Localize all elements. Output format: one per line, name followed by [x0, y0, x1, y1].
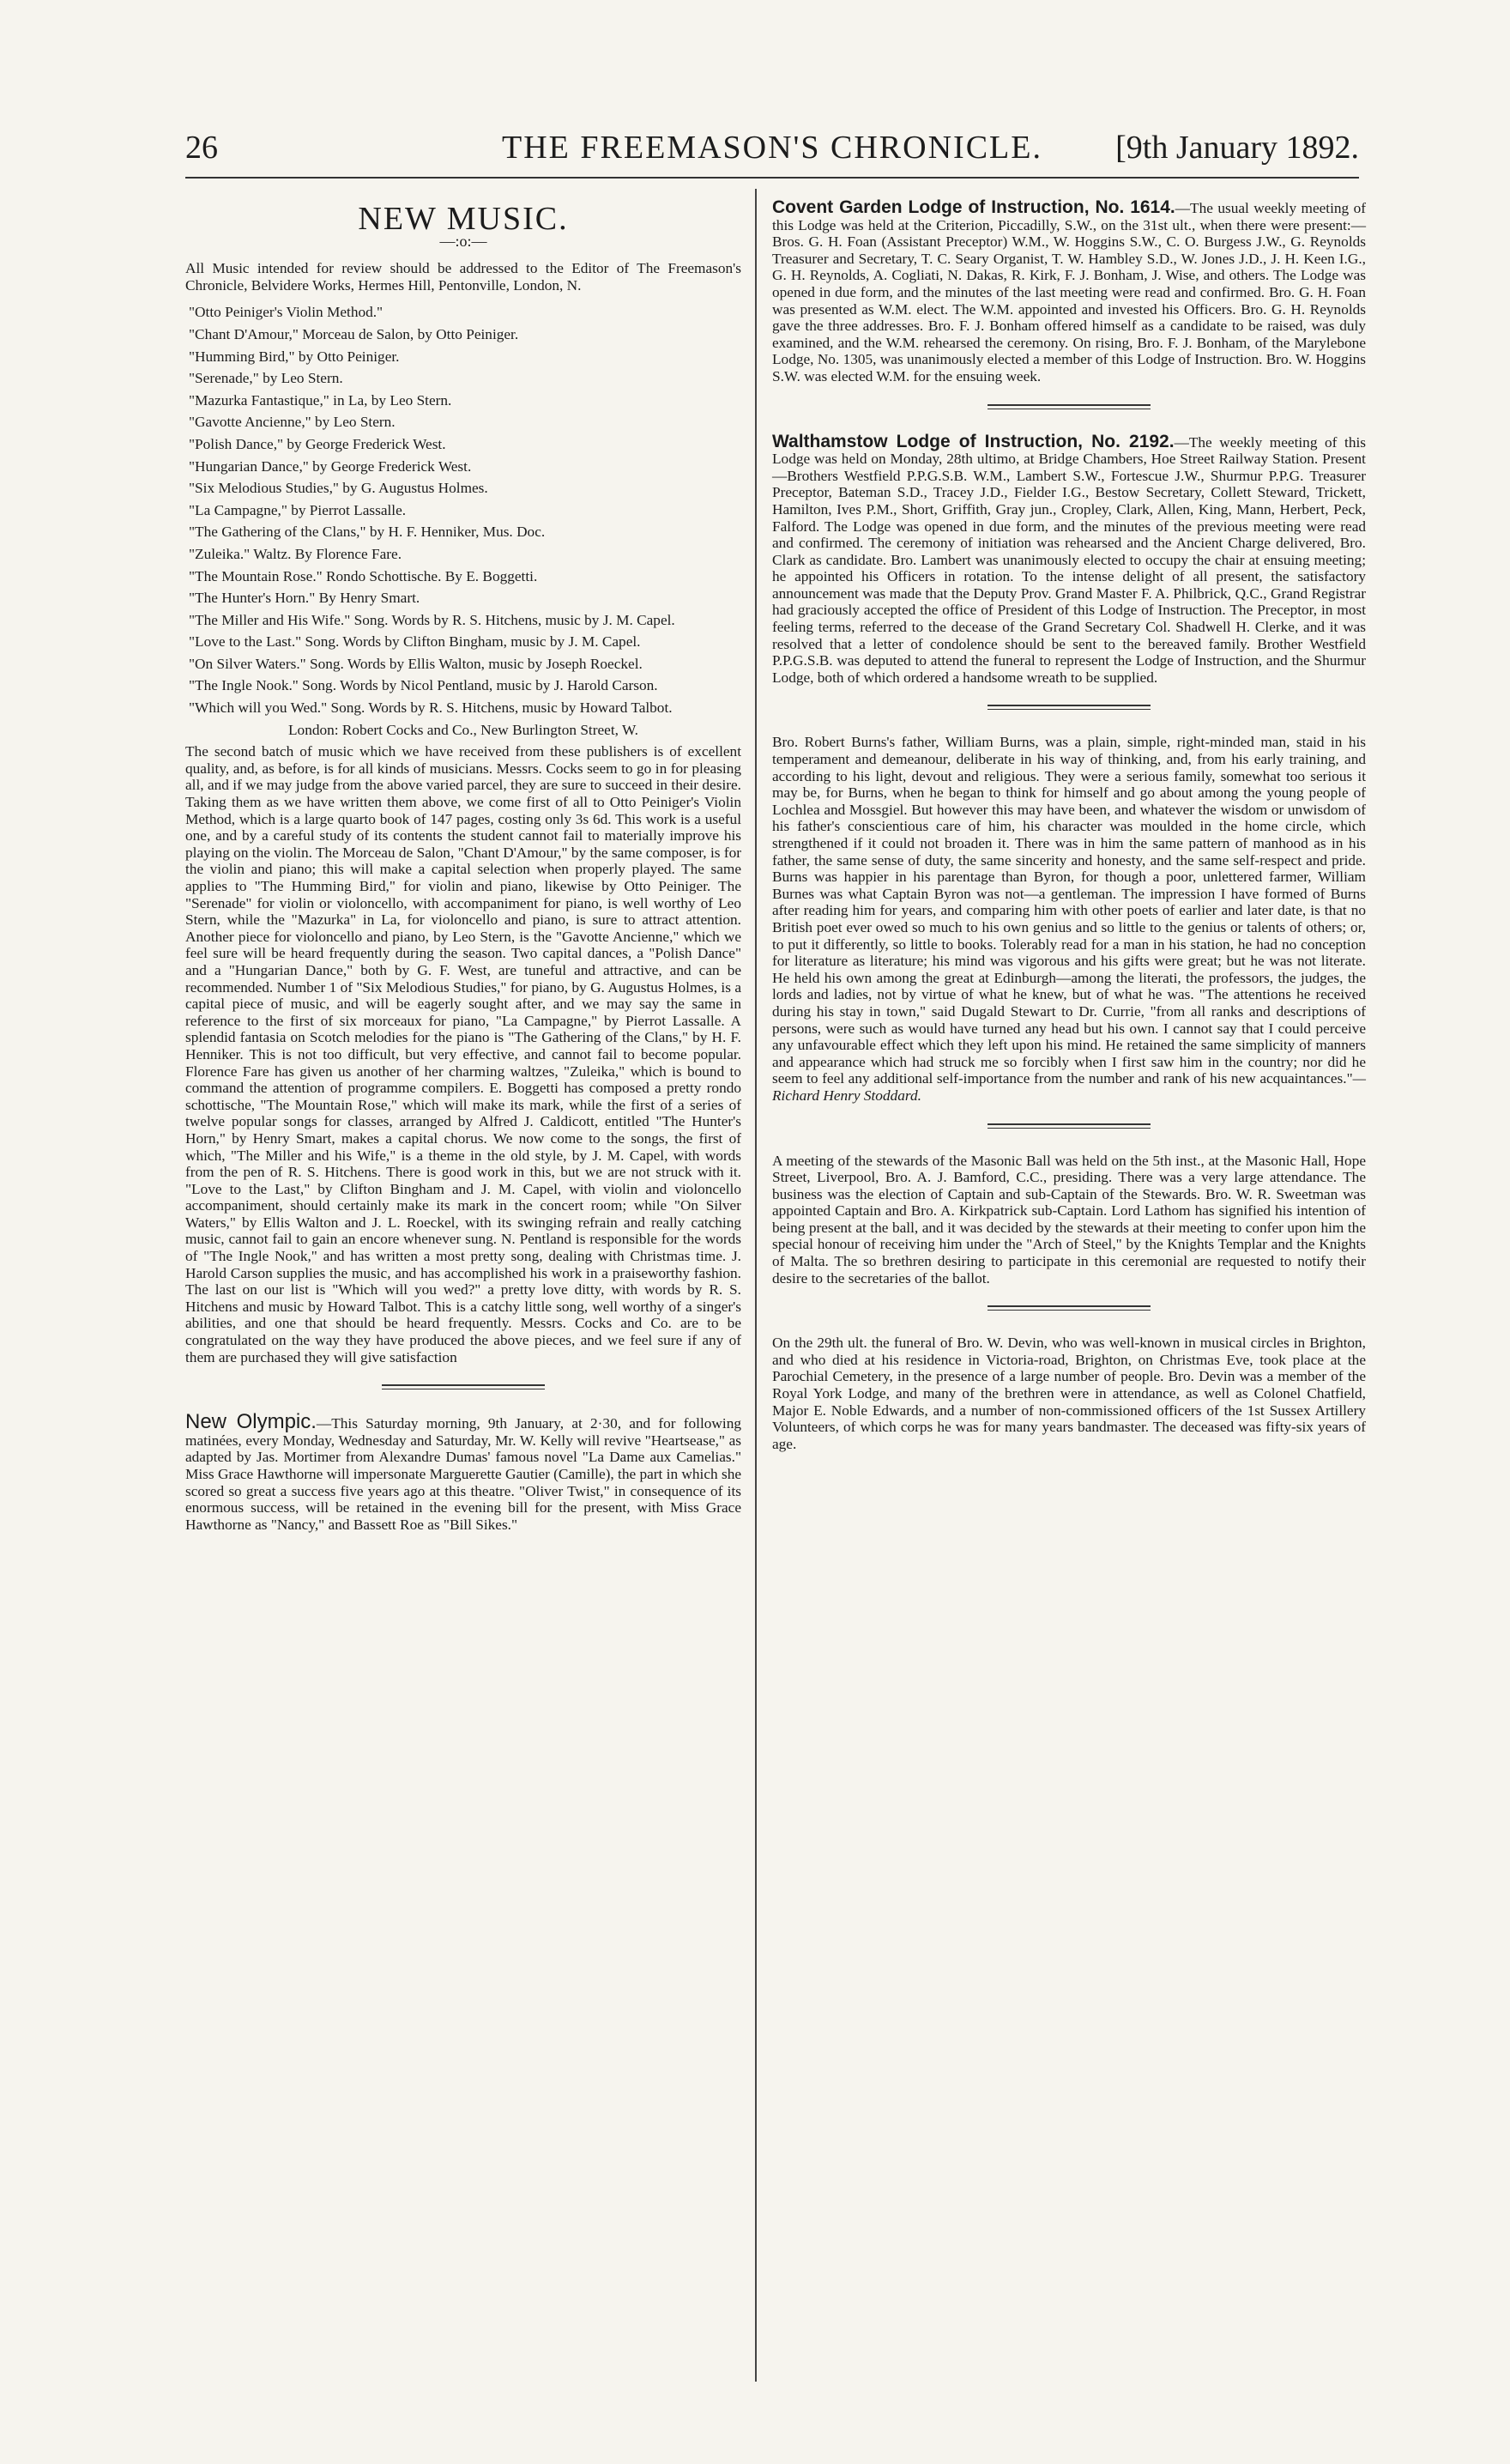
new-music-title: NEW MUSIC. [358, 201, 569, 237]
walthamstow-text: —The weekly meeting of this Lodge was held on Monday, 28th ultimo, at Bridge Chambers, Hoe Street Railway Station. Present—Brothers Westfield P.P.G.S.B. W.M., Lambert S.W., Fortescue J.W., Shurmur P.P.G. Treasurer Preceptor, Bateman S.D., Tracey J.D., Fielder I.G., Bestow Secretary, Collett Steward, Trickett, Hamilton, Ives P.M., Short, Griffith, Gray jun., Cropley, Clark, Allen, King, Mann, Herbert, Peck, Falford. The Lodge was opened in due form, and the minutes of the previous meeting were read and confirmed. The ceremony of initiation was rehearsed and the Ancient Charge delivered, Bro. Clark as candidate. Bro. Lambert was unanimously elected to occupy the chair at ensuing meeting; he appointed his Officers in rotation. To the intense delight of all present, the satisfactory announcement was made that the Deputy Prov. Grand Master F. A. Philbrick, Q.C., Grand Registrar had graciously accepted the office of President of this Lodge of Instruction. The Preceptor, in most feeling terms, referred to the decease of the Grand Secretary Col. Shadwell H. Clerke, and it was resolved that a letter of condolence should be sent to the bereaved family. Brother Westfield P.P.G.S.B. was deputed to attend the funeral to represent the Lodge of Instruction, and the Shurmur Lodge, both of which ordered a handsome wreath to be supplied. [772, 433, 1366, 686]
header-rule [185, 177, 1359, 179]
new-olympic-notice [185, 1410, 742, 1533]
music-list-item: "Six Melodious Studies," by G. Augustus Holmes. [189, 480, 488, 497]
new-olympic-head: New Olympic. [185, 1410, 317, 1434]
separator-rule [988, 705, 1151, 710]
separator-rule [988, 404, 1151, 409]
music-list-item: "Which will you Wed." Song. Words by R. S. Hitchens, music by Howard Talbot. [189, 699, 673, 717]
music-review: The second batch of music which we have received from these publishers is of excellent quality, and, as before, is for all kinds of musicians. Messrs. Cocks seem to go in for pleasing all, and if we may judge from the above varied parcel, they are sure to succeed in their desire. Taking them as we have written them above, we come first of all to Otto Peiniger's Violin Method, which is a large quarto book of 147 pages, costing only 3s 6d. This work is a useful one, and by a careful study of its contents the student cannot fail to materially improve his playing on the violin. The Morceau de Salon, "Chant D'Amour," by the same composer, is for the violin and piano; this will make a capital selection when properly played. The same applies to "The Humming Bird," for violin and piano, likewise by Otto Peiniger. The "Serenade" for violin or violoncello, with accompaniment for piano, is well worthy of Leo Stern, while the "Mazurka" in La, for violoncello and piano, is sure to attract attention. Another piece for violoncello and piano, by Leo Stern, is the "Gavotte Ancienne," which we feel sure will be heard frequently during the season. Two capital dances, a "Polish Dance" and a "Hungarian Dance," both by G. F. West, are tuneful and attractive, and can be recommended. Number 1 of "Six Melodious Studies," for piano, by G. Augustus Holmes, is a capital piece of music, and will be eagerly sought after, and we may say the same in reference to the first of six morceaux for piano, "La Campagne," by Pierrot Lassalle. A splendid fantasia on Scotch melodies for the piano is "The Gathering of the Clans," by H. F. Henniker. This is not too difficult, but very effective, and cannot fail to become popular. Florence Fare has given us another of her charming waltzes, "Zuleika," which is bound to command the attention of programme compilers. E. Boggetti has composed a pretty rondo schottische, "The Mountain Rose," which will make its mark, while the first of a series of twelve popular songs for classes, arranged by Alfred J. Caldicott, entitled "The Hunter's Horn," by Henry Smart, makes a capital chorus. We now come to the songs, the first of which, "The Miller and his Wife," is a theme in the old style, by J. M. Capel, with words from the pen of R. S. Hitchens. There is good work in this, but we are not struck with it. "Love to the Last," by Clifton Bingham and J. M. Capel, with violin and violoncello accompaniment, should certainly make its mark in the concert room; while "On Silver Waters," by Ellis Walton and J. L. Roeckel, with its swinging refrain and really catching music, cannot fail to gain an encore whenever sung. N. Pentland is responsible for the words of "The Ingle Nook," and has written a most pretty song, dealing with Christmas time. J. Harold Carson supplies the music, and has accomplished his work in a praiseworthy fashion. The last on our list is "Which will you wed?" a pretty love ditty, with words by R. S. Hitchens and music by Howard Talbot. This is a catchy little song, well worthy of a singer's abilities, and one that should be heard frequently. Messrs. Cocks and Co. are to be congratulated on the way they have produced the above pieces, and we feel sure if any of them are purchased they will give satisfaction [185, 743, 741, 1365]
music-list-item: "Otto Peiniger's Violin Method." [189, 304, 384, 321]
music-list-item: "On Silver Waters." Song. Words by Ellis Walton, music by Joseph Roeckel. [189, 655, 643, 672]
music-list-item: "Love to the Last." Song. Words by Clifton Bingham, music by J. M. Capel. [189, 633, 641, 651]
music-list-item: "Polish Dance," by George Frederick West. [189, 435, 446, 452]
publisher-line: London: Robert Cocks and Co., New Burlington Street, W. [288, 721, 638, 738]
music-list-item: "Mazurka Fantastique," in La, by Leo Stern. [189, 391, 452, 409]
page-number: 26 [185, 130, 218, 166]
music-list-item: "Gavotte Ancienne," by Leo Stern. [189, 414, 396, 431]
masonic-ball-report: A meeting of the stewards of the Masonic Ball was held on the 5th inst., at the Masonic Hall, Hope Street, Liverpool, Bro. A. J. Bamford, C.C., presiding. There was a very large attendance. The business was the election of Captain and sub-Captain of the Stewards. Bro. W. R. Sweetman was appointed Captain and Bro. A. Kirkpatrick sub-Captain. Lord Lathom has signified his intention of being present at the ball, and it was decided by the stewards at their meeting to confer upon him the special honour of receiving him under the "Arch of Steel," by the Knights Templar and the Knights of Malta. The so brethren desiring to participate in this ceremonial are requested to notify their desire to the secretaries of the ballot. [772, 1152, 1366, 1286]
music-list-item: "Serenade," by Leo Stern. [189, 370, 343, 387]
covent-garden-report [772, 199, 1366, 385]
column-divider [755, 189, 757, 2382]
burns-article [772, 734, 1366, 1104]
new-olympic-text: —This Saturday morning, 9th January, at 2·30, and for following matinées, every Monday, Wednesday and Saturday, Mr. W. Kelly will revive "Heartsease," as adapted by Jas. Mortimer from Alexandre Dumas' famous novel "La Dame aux Camelias." Miss Grace Hawthorne will impersonate Marguerette Gautier (Camille), the part in which she scored so great a success five years ago at this theatre. "Oliver Twist," in consequence of its enormous success, will be retained in the evening bill for the present, with Miss Grace Hawthorne as "Nancy," and Bassett Roe as "Bill Sikes." [185, 1415, 742, 1533]
walthamstow-report [772, 433, 1366, 687]
covent-garden-head: Covent Garden Lodge of Instruction, No. 1614. [772, 197, 1175, 217]
music-list-item: "Chant D'Amour," Morceau de Salon, by Otto Peiniger. [189, 325, 519, 342]
new-music-intro: All Music intended for review should be addressed to the Editor of The Freemason's Chronicle, Belvidere Works, Hermes Hill, Pentonville, London, N. [185, 260, 741, 294]
walthamstow-head: Walthamstow Lodge of Instruction, No. 2192. [772, 431, 1175, 451]
page-header [185, 129, 1359, 177]
music-list-item: "Humming Bird," by Otto Peiniger. [189, 348, 400, 365]
publication-title: THE FREEMASON'S CHRONICLE. [502, 130, 1042, 166]
music-list [185, 304, 741, 716]
burns-signature: —Richard Henry Stoddard. [772, 1070, 1366, 1104]
separator-rule [988, 1305, 1151, 1311]
issue-date: [9th January 1892. [1115, 130, 1359, 166]
covent-garden-text: —The usual weekly meeting of this Lodge was held at the Criterion, Piccadilly, S.W., on the 31st ult., when there were present:—Bros. G. H. Foan (Assistant Preceptor) W.M., W. Hoggins S.W., C. O. Burgess J.W., G. Reynolds Treasurer and Secretary, T. C. Seary Organist, T. W. Hambley S.D., W. Jones J.D., J. H. Keen I.G., G. H. Reynolds, A. Cogliati, N. Dakas, R. Kirk, F. J. Bonham, J. Wise, and others. The Lodge was opened in due form, and the minutes of the last meeting were read and confirmed. Bro. G. H. Foan was presented as W.M. elect. The W.M. appointed and invested his Officers. Bro. G. H. Reynolds gave the three addresses. Bro. F. J. Bonham offered himself as a candidate to be raised, was duly examined, and the W.M. rehearsed the ceremony. On rising, Bro. F. J. Bonham, of the Marylebone Lodge, No. 1305, was unanimously elected a member of this Lodge of Instruction. Bro. W. Hoggins S.W. was elected W.M. for the ensuing week. [772, 200, 1366, 384]
music-list-item: "Zuleika." Waltz. By Florence Fare. [189, 545, 402, 562]
music-list-item: "Hungarian Dance," by George Frederick West. [189, 457, 472, 475]
left-column [185, 199, 741, 1533]
music-list-item: "The Ingle Nook." Song. Words by Nicol Pentland, music by J. Harold Carson. [189, 677, 658, 694]
devin-funeral-report: On the 29th ult. the funeral of Bro. W. Devin, who was well-known in musical circles in Brighton, and who died at his residence in Victoria-road, Brighton, on Christmas Eve, took place at the Parochial Cemetery, in the presence of a large number of people. Bro. Devin was a member of the Royal York Lodge, and many of the brethren were in attendance, as well as Colonel Chatfield, Major E. Noble Edwards, and a number of non-commissioned officers of the 1st Sussex Artillery Volunteers, of which corps he was for many years bandmaster. The deceased was fifty-six years of age. [772, 1335, 1366, 1452]
music-list-item: "The Gathering of the Clans," by H. F. Henniker, Mus. Doc. [189, 524, 546, 541]
right-column [772, 199, 1366, 1452]
music-list-item: "The Mountain Rose." Rondo Schottische. By E. Boggetti. [189, 567, 538, 584]
separator-rule [382, 1384, 545, 1389]
burns-text: Bro. Robert Burns's father, William Burns, was a plain, simple, right-minded man, staid in his temperament and demeanour, deliberate in his way of thinking, and, from his early training, and according to his light, devout and religious. They were a serious family, somewhat too serious it may be, for Burns, when he began to think for himself and go about among the young people of Lochlea and Mossgiel. But however this may have been, and whatever the wisdom or unwisdom of his father's conscientious care of him, his character was moulded in the home circle, which strengthened if it could not broaden it. There was in him the same pattern of manhood as in his father, the same sense of duty, the same sincerity and honesty, and the same self-respect and pride. Burns was happier in his parentage than Byron, for though a poor, unlettered farmer, William Burnes was what Captain Byron was not—a gentleman. The impression I have formed of Burns after reading him for years, and comparing him with other poets of earlier and later date, is that no British poet ever owed so much to his own genius and so little to the genius or talents of others; or, to put it differently, so little to books. Tolerably read for a man in his station, he had no conception for literature as literature; his mind was vigorous and his gifts were great; but he was not literate. He held his own among the great at Edinburgh—among the literati, the professors, the judges, the lords and ladies, not by virtue of what he knew, but of what he was. "The attentions he received during his stay in town," said Dugald Stewart to Dr. Currie, "from all ranks and descriptions of persons, were such as would have turned any head but his own. I cannot say that I could perceive any unfavourable effect which they left upon his mind. He retained the same simplicity of manners and appearance which had struck me so forcibly when I first saw him in the country; nor did he seem to feel any additional self-importance from the number and rank of his new acquaintances." [772, 734, 1366, 1087]
music-list-item: "The Miller and His Wife." Song. Words by R. S. Hitchens, music by J. M. Capel. [189, 611, 675, 628]
separator-rule [988, 1123, 1151, 1129]
music-list-item: "The Hunter's Horn." By Henry Smart. [189, 590, 420, 607]
ornament: —:o:— [439, 232, 487, 250]
music-list-item: "La Campagne," by Pierrot Lassalle. [189, 501, 407, 518]
